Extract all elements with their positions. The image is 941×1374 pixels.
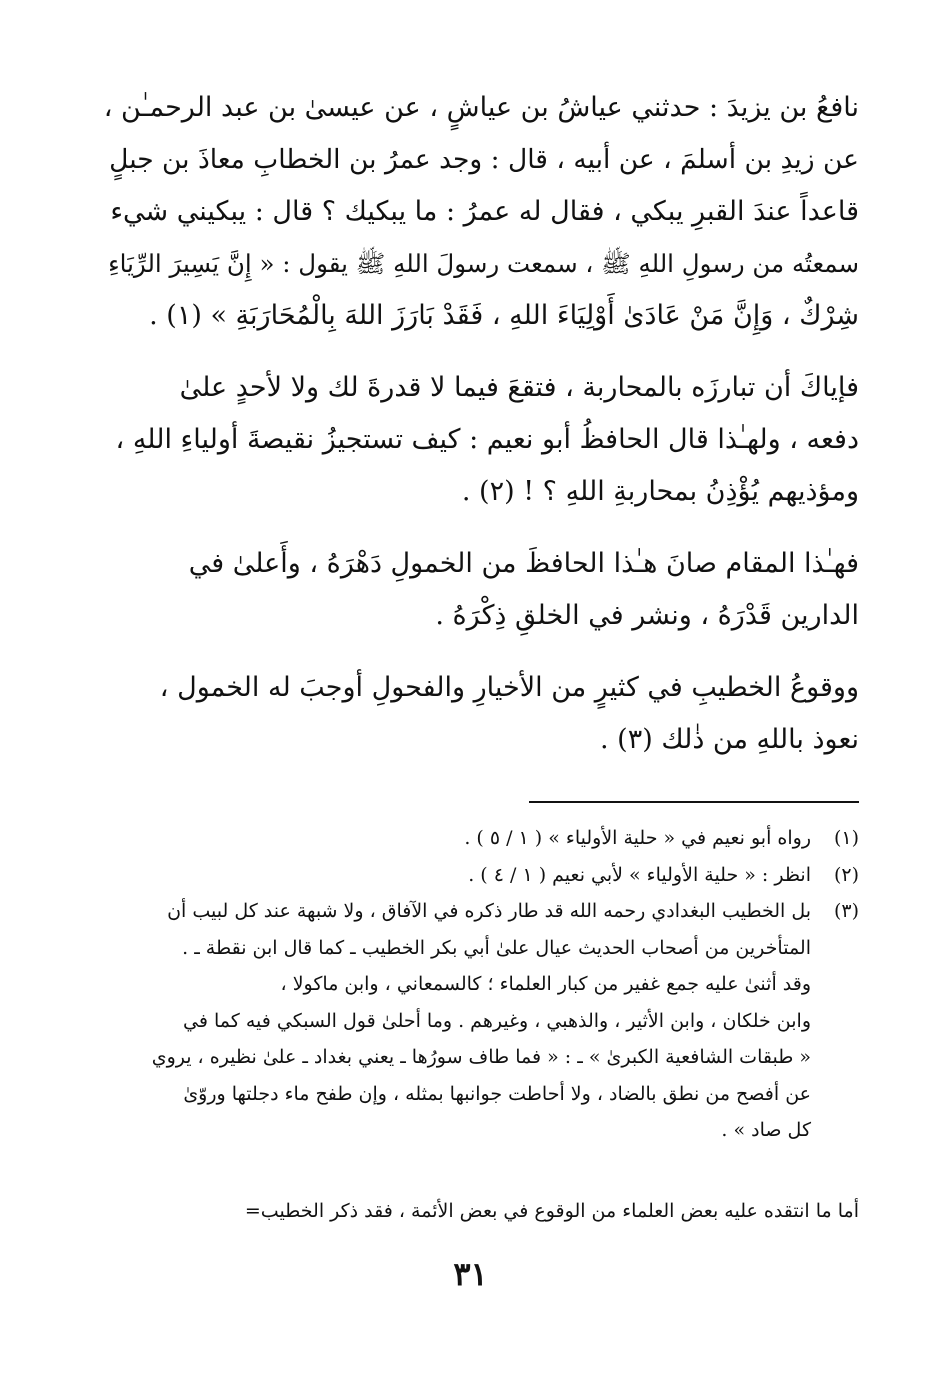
footnote-line: انظر : « حلية الأولياء » لأبي نعيم ( ١ / ٤ ) . [468, 863, 811, 886]
paragraph-2 [100, 362, 859, 518]
footnote-line: وابن خلكان ، وابن الأثير ، والذهبي ، وغيرهم . وما أحلىٰ قول السبكي فيه كما في [183, 1009, 811, 1032]
footnote-3 [99, 893, 859, 1149]
footnote-line: رواه أبو نعيم في « حلية الأولياء » ( ١ / ٥ ) . [464, 827, 811, 849]
text-line: نافعُ بن يزيدَ : حدثني عياشُ بن عياشٍ ، عن عيسىٰ بن عبد الرحمـٰن ، [103, 92, 859, 123]
text-line: فهـٰذا المقام صانَ هـٰذا الحافظَ من الخمولِ دَهْرَهُ ، وأَعلىٰ في [188, 548, 859, 579]
footnote-separator [529, 801, 859, 803]
text-line: عن زيدِ بن أسلمَ ، عن أبيه ، قال : وجد عمرُ بن الخطابِ معاذَ بن جبلٍ [109, 144, 859, 175]
text-line: ووقوعُ الخطيبِ في كثيرٍ من الأخيارِ والفحولِ أوجبَ له الخمول ، [159, 672, 859, 703]
footnote-2 [99, 857, 859, 894]
text-line: دفعه ، ولهـٰذا قال الحافظُ أبو نعيم : كيف تستجيزُ نقيصةَ أولياءِ اللهِ ، [115, 424, 859, 455]
footnote-line: المتأخرين من أصحاب الحديث عيال علىٰ أبي بكر الخطيب ـ كما قال ابن نقطة ـ . [182, 936, 811, 959]
text-line: شِرْكٌ ، وَإِنَّ مَنْ عَادَىٰ أَوْلِيَاءَ اللهِ ، فَقَدْ بَارَزَ اللهَ بِالْمُحَارَبَةِ » (١) . [149, 300, 859, 331]
text-line: نعوذ باللهِ من ذٰلك (٣) . [600, 724, 859, 755]
footnote-1 [99, 820, 859, 857]
text-line: فإياكَ أن تبارزَه بالمحاربة ، فتقعَ فيما لا قدرةَ لك ولا لأحدٍ علىٰ [179, 372, 859, 403]
footnote-number: (٣) [833, 900, 859, 922]
footnote-number: (٢) [833, 863, 859, 886]
text-line: سمعتُه من رسولِ اللهِ ﷺ ، سمعت رسولَ اللهِ ﷺ يقول : « إِنَّ يَسِيرَ الرِّيَاءِ [108, 249, 859, 278]
footnote-line: « طبقات الشافعية الكبرىٰ » ـ : « فما طاف سورُها ـ يعني بغداد ـ علىٰ نظيره ، يروي [151, 1046, 811, 1068]
footnote-line: وقد أثنىٰ عليه جمع غفير من كبار العلماء ؛ كالسمعاني ، وابن ماكولا ، [280, 973, 811, 995]
paragraph-3 [100, 538, 859, 642]
footnote-continuation: أما ما انتقده عليه بعض العلماء من الوقوع في بعض الأئمة ، فقد ذكر الخطيب= [244, 1200, 859, 1222]
page-number: ٣١ [453, 1255, 488, 1293]
text-line: قاعداً عندَ القبرِ يبكي ، فقال له عمرُ : ما يبكيك ؟ قال : يبكيني شيء [110, 196, 859, 227]
footnote-line: عن أفصح من نطق بالضاد ، ولا أحاطت جوانبها بمثله ، وإن طفح ماء دجلتها وروّىٰ [183, 1082, 811, 1105]
footnote-line: كل صاد » . [721, 1119, 811, 1141]
footnotes [99, 820, 859, 1149]
footnote-line: بل الخطيب البغدادي رحمه الله قد طار ذكره في الآفاق ، ولا شبهة عند كل لبيب أن [167, 900, 811, 922]
text-line: الدارين قَدْرَهُ ، ونشر في الخلقِ ذِكْرَهُ . [435, 600, 859, 631]
main-text [100, 82, 859, 766]
paragraph-4 [100, 662, 859, 766]
text-line: ومؤذيهم يُؤْذِنُ بمحاربةِ اللهِ ؟ ! (٢) . [461, 476, 859, 507]
footnote-number: (١) [833, 827, 859, 849]
paragraph-1 [100, 82, 859, 342]
